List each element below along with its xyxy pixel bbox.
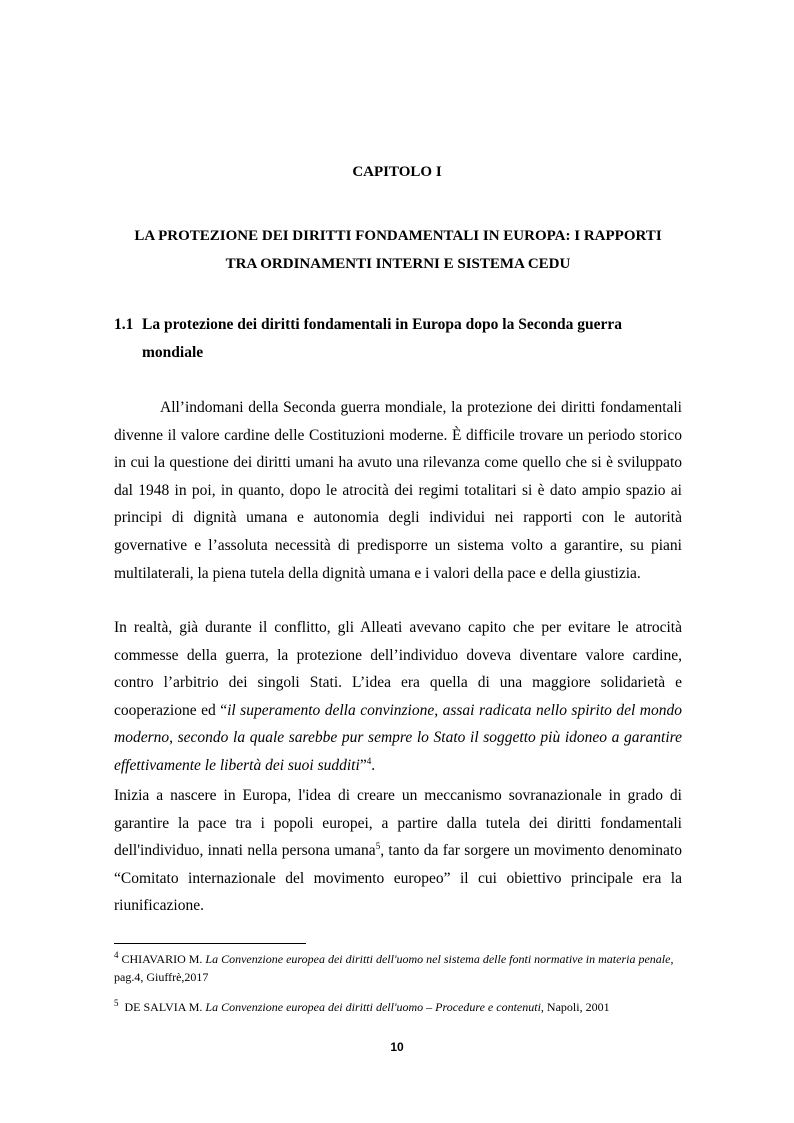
paragraph-2-end: .	[371, 756, 376, 774]
paragraph-2-text: In realtà, già durante il conflitto, gli Alleati avevano capito che per evitare le atrocità commesse della guerra, la protezione dell’individuo doveva diventare valore cardine, contro l’arbitrio dei singoli Stati. L’idea era quella di una maggiore solidarietà e cooperazione ed “	[114, 619, 682, 719]
paragraph-3-text: Inizia a nascere in Europa, l'idea di creare un meccanismo sovranazionale in grado di garantire la pace tra i popoli europei, a partire dalla tutela dei diritti fondamentali dell'individuo, innati nella persona umana	[114, 787, 682, 860]
footnote-4-title: La Convenzione europea dei diritti dell'uomo nel sistema delle fonti normative in materia penale	[205, 952, 671, 966]
section-heading	[114, 311, 682, 367]
chapter-title	[114, 222, 682, 278]
footnote-4	[114, 950, 682, 986]
paragraph-1: All’indomani della Seconda guerra mondiale, la protezione dei diritti fondamentali divenne il valore cardine delle Costituzioni moderne. È difficile trovare un periodo storico in cui la questione dei diritti umani ha avuto una rilevanza come quello che si è sviluppato dal 1948 in poi, in quanto, dopo le atrocità dei regimi totalitari si è dato ampio spazio ai principi di dignità umana e autonomia degli individui nei rapporti con le autorità governative e l’assoluta necessità di predisporre un sistema volto a garantire, su piani multilaterali, la piena tutela della dignità umana e i valori della pace e della giustizia.	[114, 399, 682, 582]
footnote-separator	[114, 943, 306, 944]
paragraph-2	[114, 614, 682, 780]
footnote-5-details: , Napoli, 2001	[540, 1000, 610, 1014]
paragraph-3-text-end: , tanto da far sorgere un movimento denominato “Comitato internazionale del movimento europeo” il cui obiettivo principale era la riunificazione.	[114, 842, 682, 915]
footnote-4-number: 4	[114, 950, 119, 960]
chapter-title-line-2: TRA ORDINAMENTI INTERNI E SISTEMA CEDU	[225, 256, 571, 272]
footnote-5-author: DE SALVIA M.	[118, 1000, 206, 1014]
footnote-4-details: , pag.4, Giuffrè,2017	[114, 952, 674, 984]
section-title-line-1: La protezione dei diritti fondamentali in Europa dopo la Seconda guerra	[142, 316, 622, 333]
chapter-title-line-1: LA PROTEZIONE DEI DIRITTI FONDAMENTALI IN EUROPA: I RAPPORTI	[134, 228, 662, 244]
paragraph-2-quote: il superamento della convinzione, assai radicata nello spirito del mondo moderno, secondo la quale sarebbe pur sempre lo Stato il soggetto più idoneo a garantire effettivamente le libertà dei suoi sudditi	[114, 701, 682, 774]
footnote-5-number: 5	[114, 998, 119, 1008]
footnote-4-author: CHIAVARIO M.	[118, 952, 206, 966]
chapter-heading: CAPITOLO I	[352, 164, 442, 180]
footnote-ref-4[interactable]: 4	[366, 755, 372, 766]
section-number: 1.1	[114, 316, 134, 333]
page-number: 10	[390, 1040, 404, 1054]
paragraph-2-close-quote: ”	[359, 756, 367, 774]
paragraph-3	[114, 782, 682, 920]
footnote-5-title: La Convenzione europea dei diritti dell'uomo – Procedure e contenuti	[205, 1000, 541, 1014]
footnote-5	[114, 998, 682, 1016]
section-title-line-2: mondiale	[142, 344, 204, 361]
footnote-ref-5[interactable]: 5	[375, 841, 381, 852]
